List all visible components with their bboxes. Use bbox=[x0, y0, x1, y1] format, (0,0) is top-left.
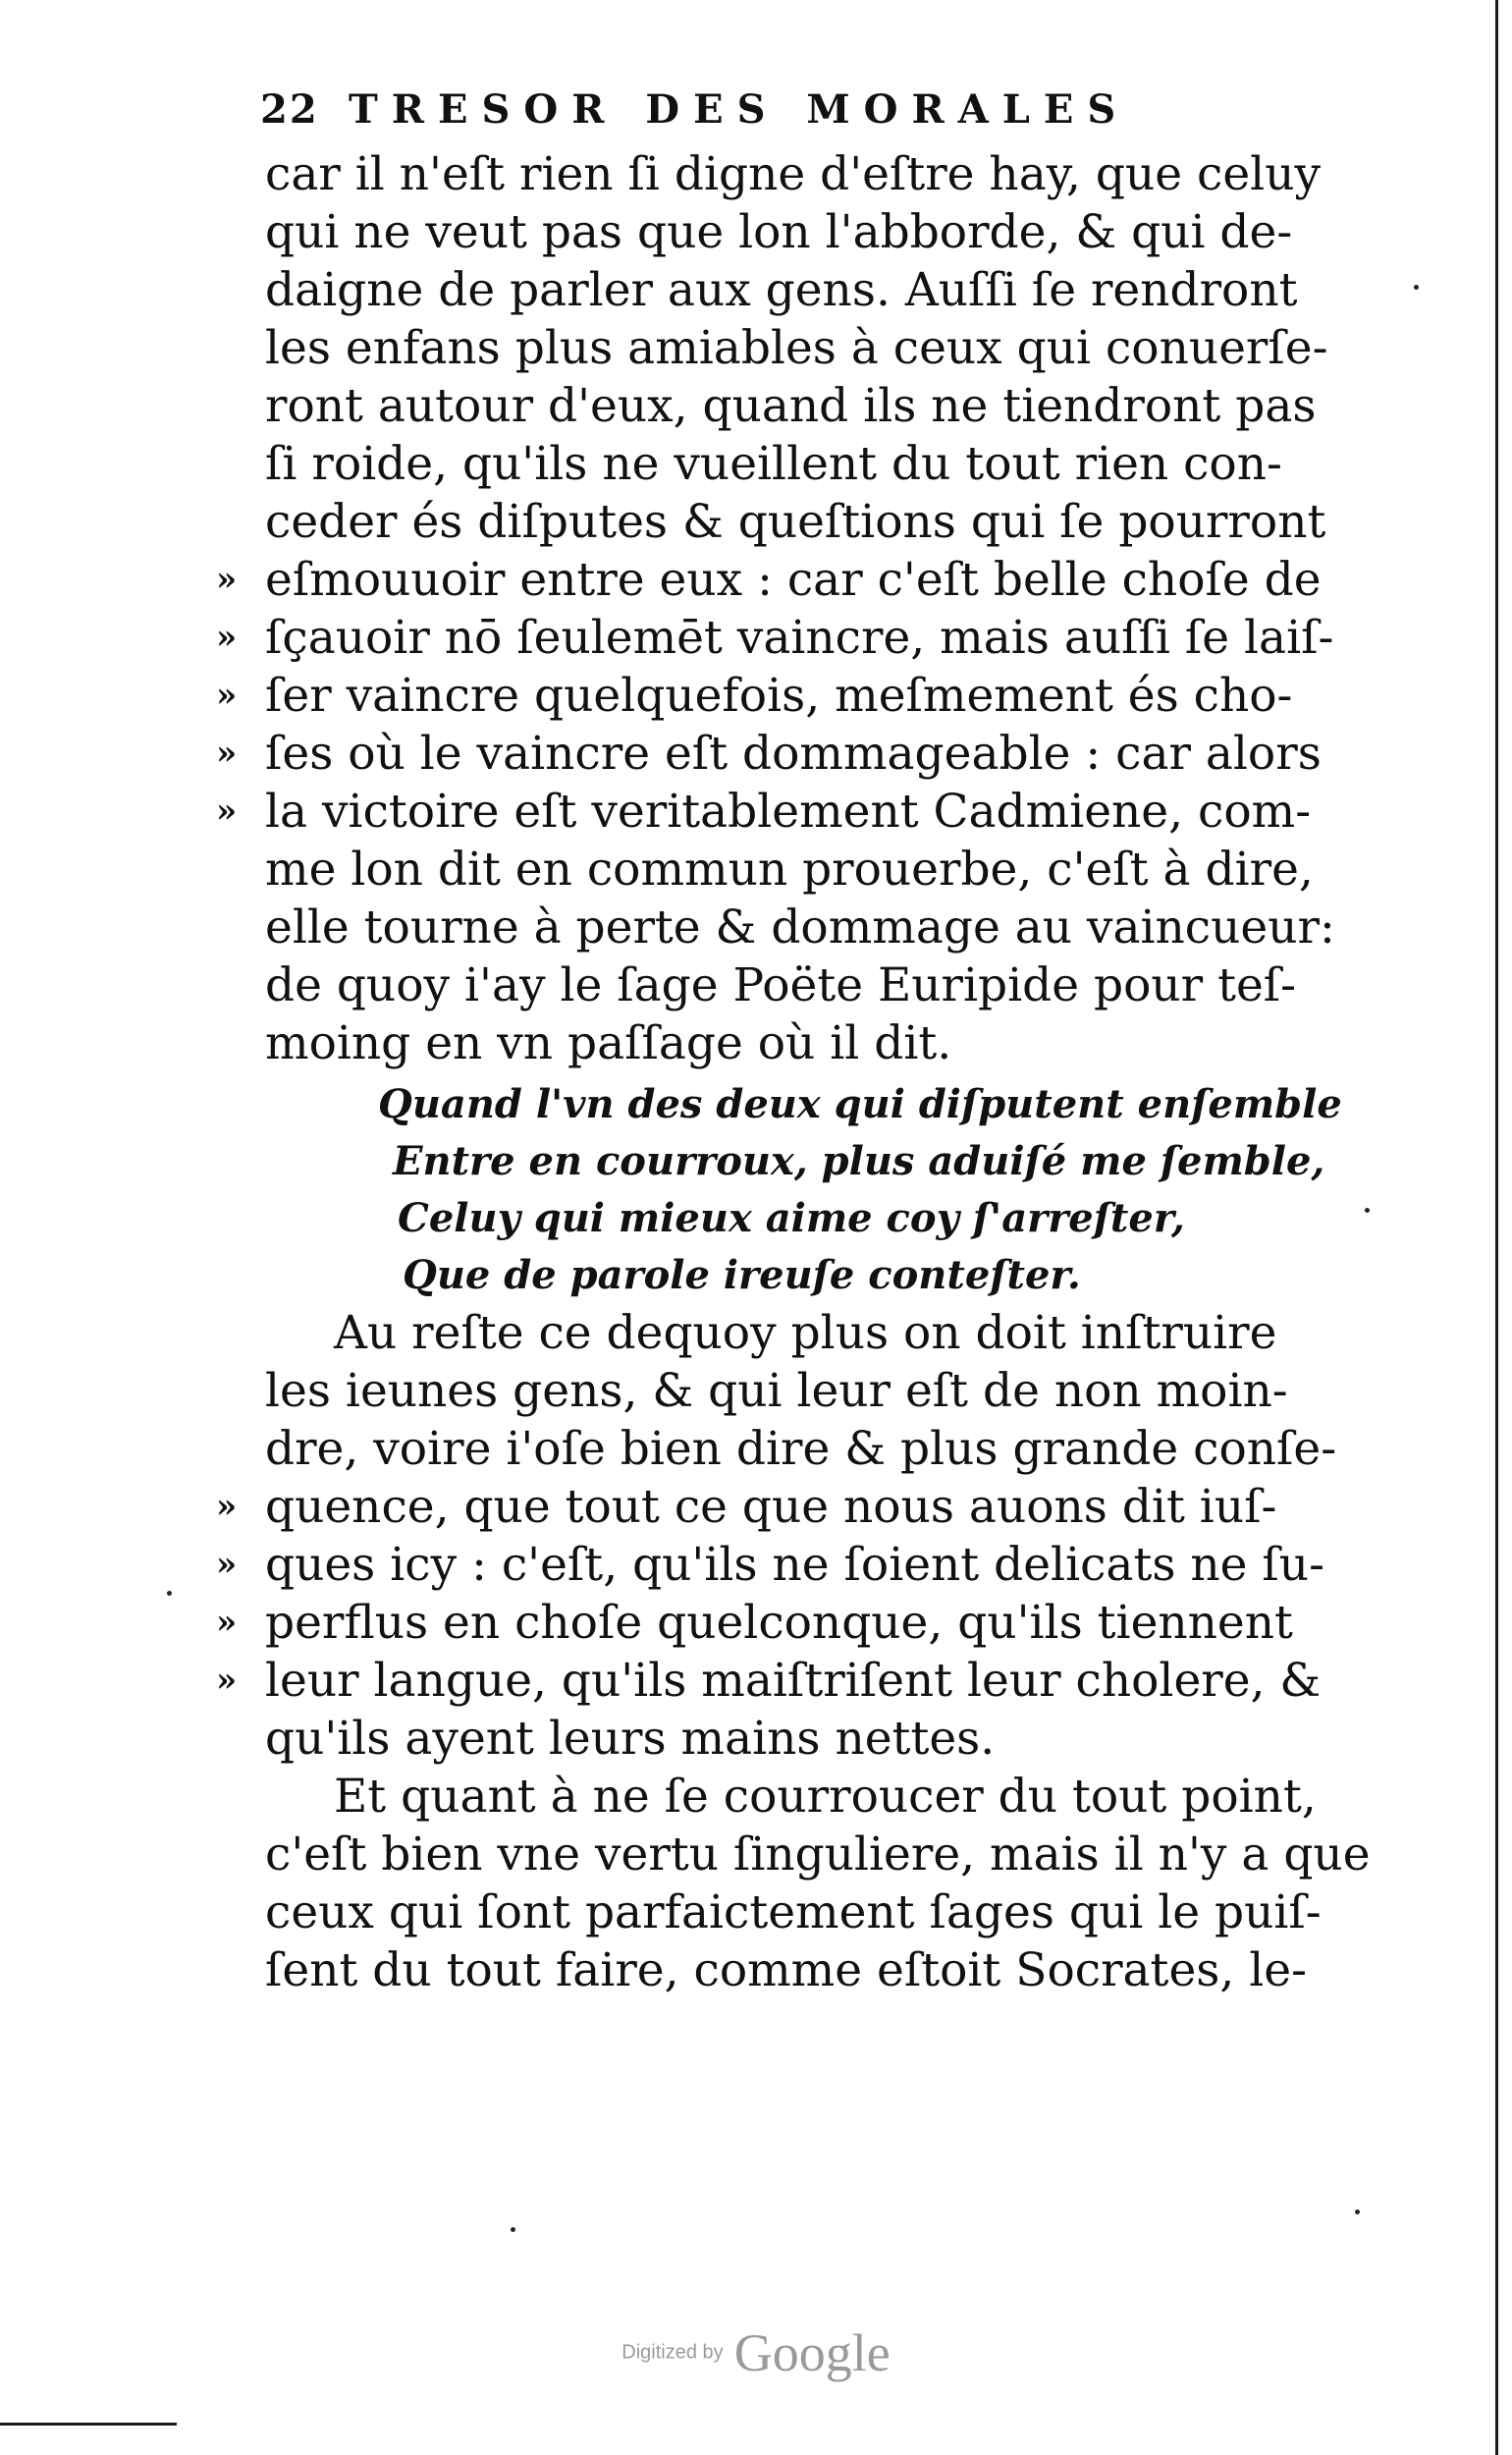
page-number: 22 bbox=[260, 86, 319, 133]
text-line: les ieunes gens, & qui leur eſt de non moin- bbox=[265, 1364, 1288, 1418]
text-line: moing en vn paſſage où il dit. bbox=[265, 1016, 952, 1070]
body-text bbox=[216, 145, 1371, 1999]
verse-line: Entre en courroux, plus aduiſé me ſemble, bbox=[393, 1138, 1325, 1184]
quote-marker: » bbox=[216, 1487, 238, 1526]
verse-line: Que de parole ireuſe conteſter. bbox=[403, 1252, 1081, 1298]
text-line: c'eſt bien vne vertu ſinguliere, mais il n'y a que bbox=[265, 1828, 1371, 1882]
digitized-footer bbox=[0, 2322, 1512, 2383]
text-line: ſent du tout faire, comme eſtoit Socrates, le- bbox=[265, 1943, 1307, 1997]
text-line: ront autour d'eux, quand ils ne tiendront pas bbox=[265, 379, 1317, 433]
verse-line: Celuy qui mieux aime coy ſ'arreſter, bbox=[398, 1195, 1185, 1241]
text-line: » perflus en choſe quelconque, qu'ils tiennent bbox=[216, 1596, 1293, 1650]
text-line: de quoy i'ay le ſage Poëte Euripide pour teſ- bbox=[265, 958, 1297, 1012]
text-line: » leur langue, qu'ils maiſtriſent leur cholere, & bbox=[216, 1654, 1322, 1708]
bottom-edge-rule bbox=[0, 2423, 177, 2426]
quote-marker: » bbox=[216, 734, 238, 773]
text-line: qui ne veut pas que lon l'abborde, & qui de- bbox=[265, 205, 1293, 259]
verse-line: Quand l'vn des deux qui diſputent enſemble bbox=[378, 1081, 1342, 1127]
text-line: » la victoire eſt veritablement Cadmiene, com- bbox=[216, 785, 1312, 839]
print-speck bbox=[511, 2227, 515, 2232]
quote-marker: » bbox=[216, 676, 238, 715]
text-line: Au reſte ce dequoy plus on doit inſtruire bbox=[334, 1306, 1277, 1360]
text-line: ceder és diſputes & queſtions qui ſe pourront bbox=[265, 495, 1326, 549]
page-edge-rule bbox=[1495, 0, 1498, 2455]
text-line: dre, voire i'oſe bien dire & plus grande conſe- bbox=[265, 1422, 1337, 1476]
text-line: » ques icy : c'eſt, qu'ils ne ſoient delicats ne ſu- bbox=[216, 1538, 1324, 1592]
print-speck bbox=[167, 1591, 172, 1596]
text-line: les enfans plus amiables à ceux qui conuerſe- bbox=[265, 321, 1328, 375]
text-line: elle tourne à perte & dommage au vaincueur: bbox=[265, 900, 1335, 955]
quote-marker: » bbox=[216, 1603, 238, 1642]
google-logo-text: Google bbox=[733, 2323, 891, 2382]
text-line: » quence, que tout ce que nous auons dit iuſ- bbox=[216, 1480, 1277, 1534]
quote-marker: » bbox=[216, 560, 238, 599]
text-line: » eſmouuoir entre eux : car c'eſt belle choſe de bbox=[216, 553, 1322, 607]
text-line: ſi roide, qu'ils ne vueillent du tout rien con- bbox=[265, 437, 1282, 491]
text-line: » ſer vaincre quelquefois, meſmement és cho- bbox=[216, 669, 1293, 723]
text-line: ceux qui ſont parfaictement ſages qui le puiſ- bbox=[265, 1885, 1322, 1939]
text-line: Et quant à ne ſe courroucer du tout point, bbox=[334, 1770, 1317, 1824]
print-speck bbox=[1355, 2210, 1360, 2214]
print-speck bbox=[1365, 1208, 1370, 1213]
quote-marker: » bbox=[216, 791, 238, 831]
quote-marker: » bbox=[216, 618, 238, 657]
text-line: » ſes où le vaincre eſt dommageable : car alors bbox=[216, 727, 1322, 781]
quote-marker: » bbox=[216, 1545, 238, 1584]
running-header bbox=[260, 86, 1203, 145]
text-line: car il n'eſt rien ſi digne d'eſtre hay, que celuy bbox=[265, 147, 1322, 201]
text-line: qu'ils ayent leurs mains nettes. bbox=[265, 1712, 996, 1766]
text-line: » ſçauoir nō ſeulemēt vaincre, mais auſſi ſe laiſ- bbox=[216, 611, 1334, 665]
running-title: TRESOR DES MORALES bbox=[349, 86, 1130, 133]
print-speck bbox=[1414, 285, 1419, 290]
quote-marker: » bbox=[216, 1661, 238, 1700]
text-line: daigne de parler aux gens. Auſſi ſe rendront bbox=[265, 263, 1298, 317]
text-line: me lon dit en commun prouerbe, c'eſt à dire, bbox=[265, 843, 1314, 897]
digitized-by-label: Digitized by bbox=[621, 2341, 724, 2364]
